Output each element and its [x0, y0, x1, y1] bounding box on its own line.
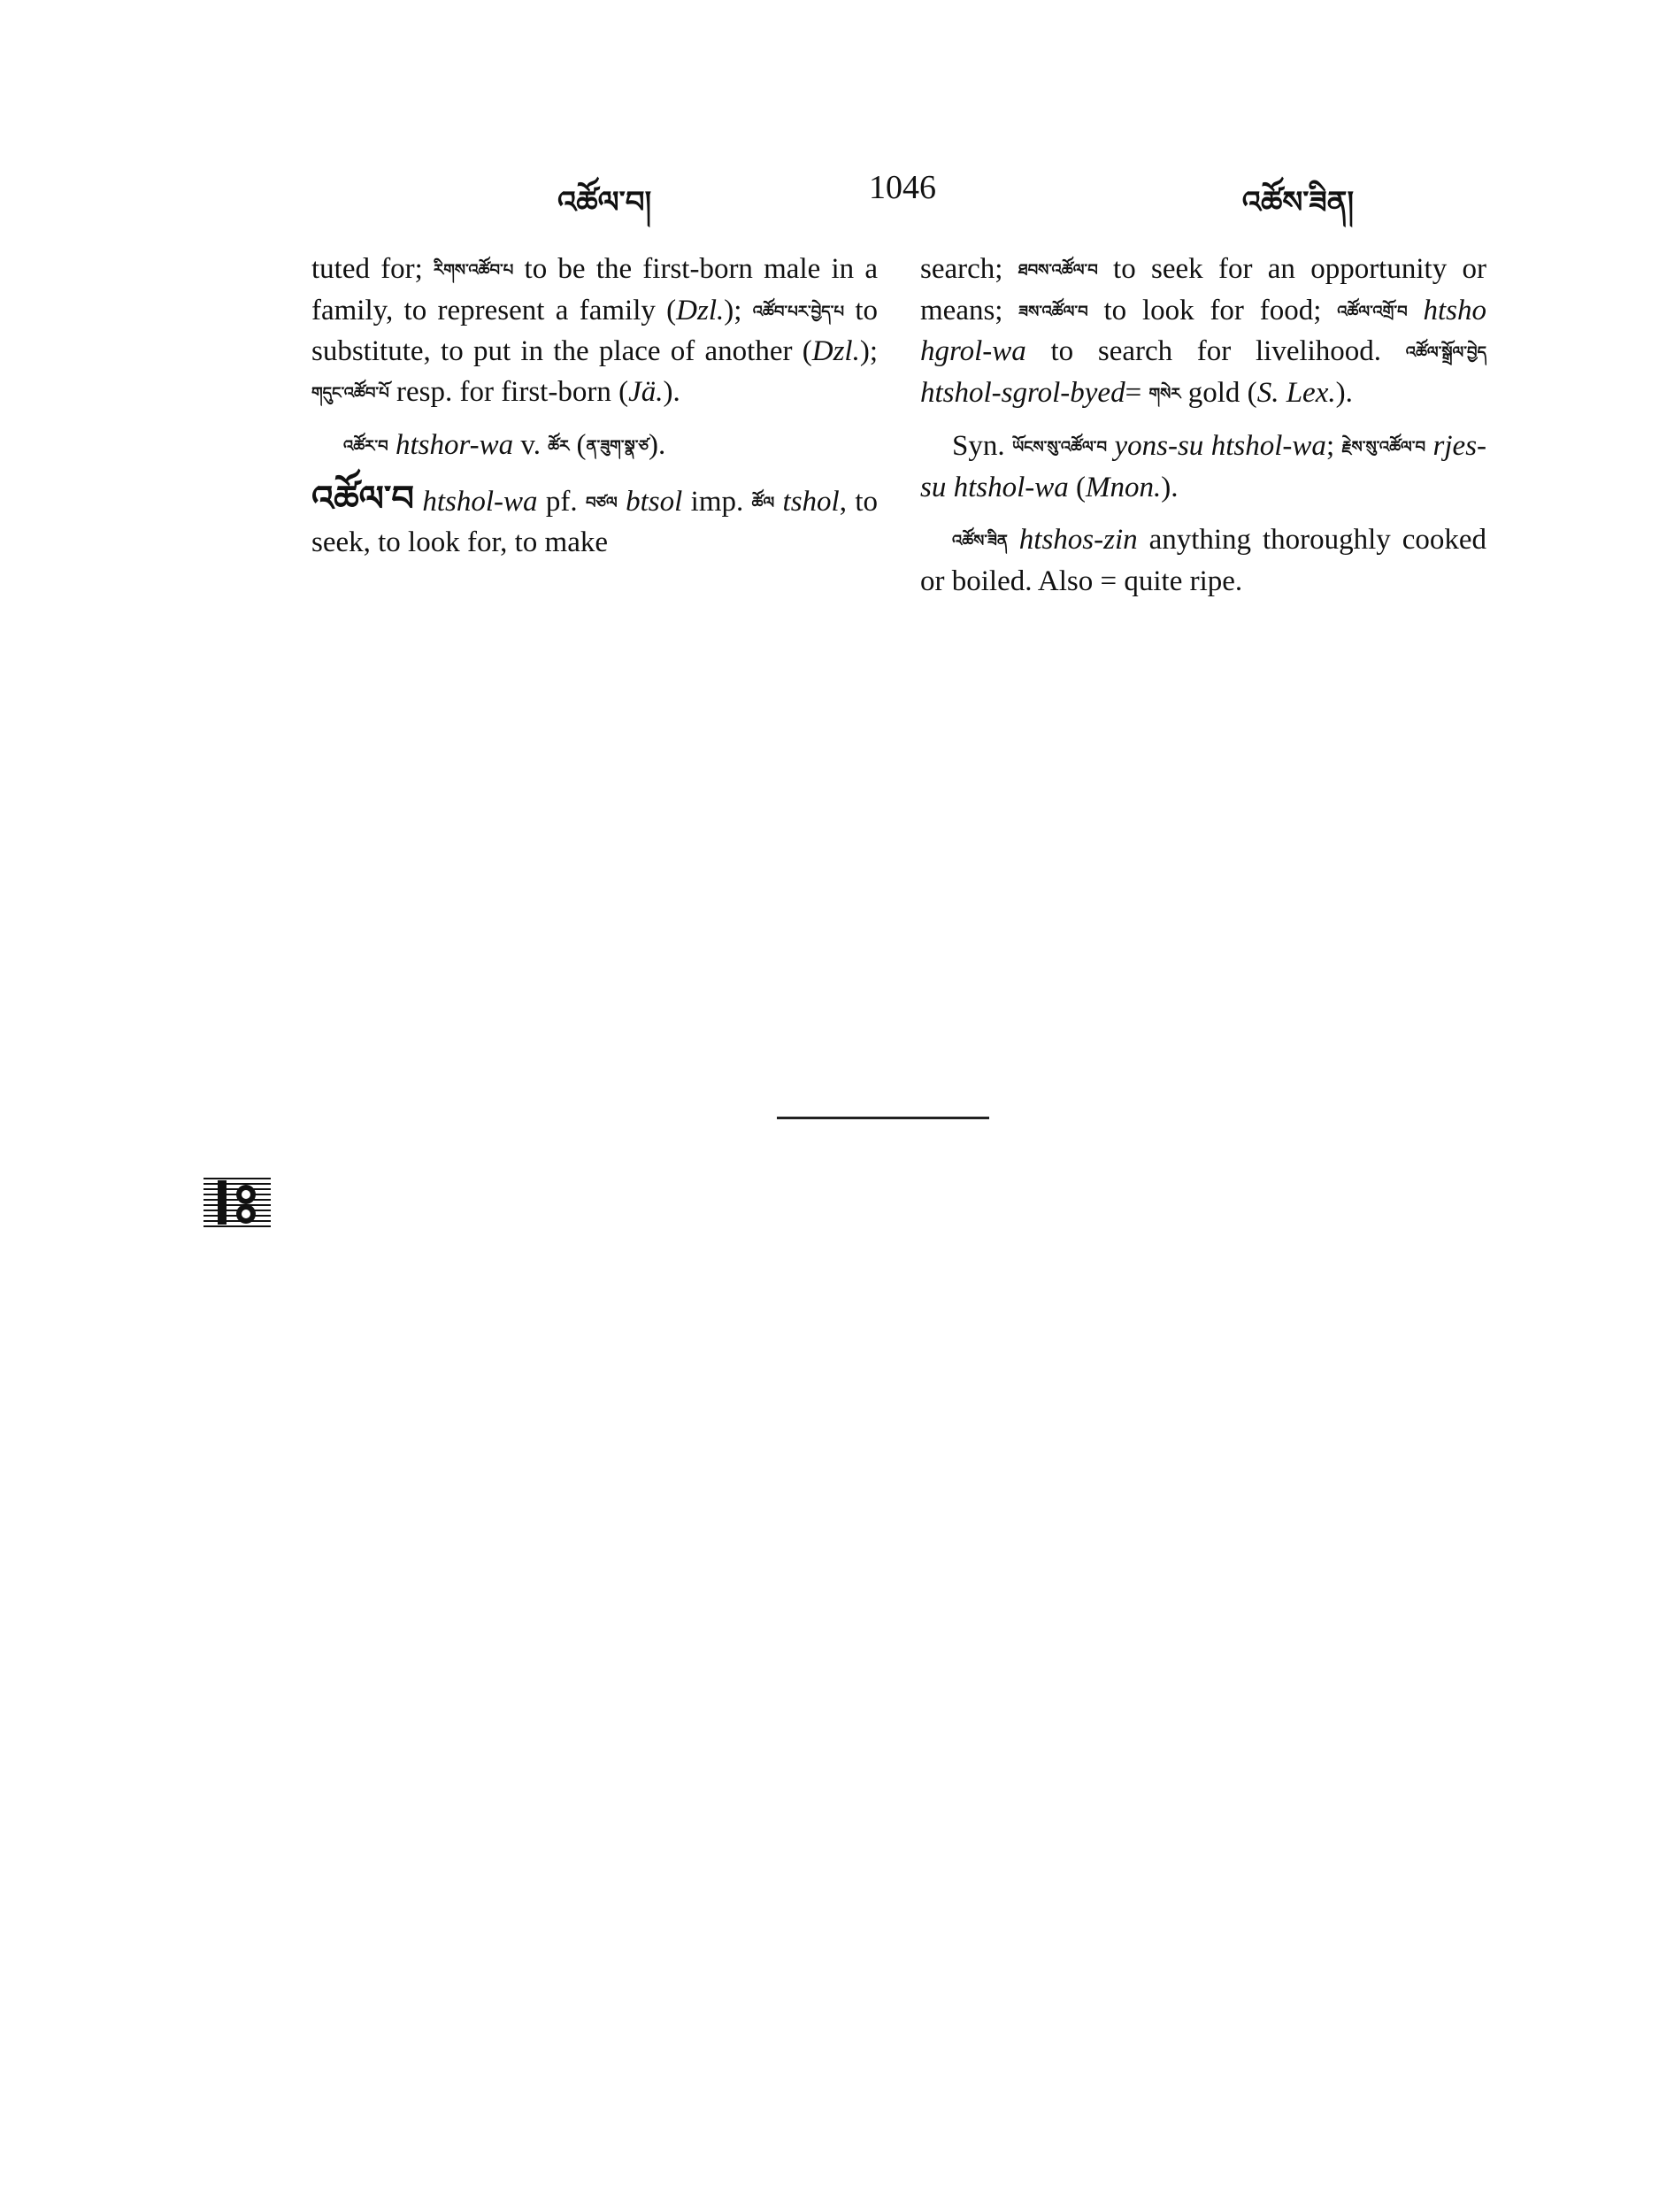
tibetan-term: བཙལ [586, 493, 618, 512]
tibetan-seal-mark-icon [202, 1175, 273, 1232]
tibetan-term: རྗེས་སུ་འཚོལ་བ [1341, 438, 1426, 457]
entry-text: pf. [537, 485, 587, 518]
tibetan-headword: འཚོར་བ [343, 437, 388, 456]
entry-htshor-wa [311, 426, 878, 467]
transliteration: rjes-su htshol-wa [920, 430, 1487, 503]
tibetan-term: ཚོར [548, 437, 570, 456]
tibetan-term: རིགས་འཚོབ་པ [434, 261, 514, 280]
synonyms [920, 426, 1486, 508]
entry-continuation [311, 250, 878, 413]
transliteration: htshol-wa [422, 485, 538, 518]
tibetan-term: ཚོལ [751, 493, 775, 512]
entry-htshol-wa [311, 480, 878, 564]
entry-text: to search for livelihood. [1025, 335, 1406, 367]
transliteration: htshol-sgrol-byed [920, 376, 1125, 409]
tibetan-headword-large: འཚོལ་བ [311, 478, 414, 519]
entry-htshos-zin [920, 520, 1486, 602]
entry-text: ; [1325, 430, 1342, 462]
entry-text: = [1125, 376, 1149, 409]
transliteration: btsol [626, 485, 683, 518]
tibetan-term: གསེར [1148, 384, 1181, 403]
entry-text: ). [1161, 471, 1179, 503]
source-abbreviation: S. Lex. [1256, 376, 1336, 409]
transliteration: htsho hgrol-wa [920, 294, 1486, 367]
entry-text: Syn. [952, 430, 1013, 462]
left-column [311, 250, 878, 576]
tibetan-term: གདུང་འཚོབ་པོ [311, 383, 389, 403]
header-left-word: འཚོལ་བ། [557, 185, 652, 220]
source-abbreviation: Jä. [628, 375, 664, 408]
tibetan-term: ཡོངས་སུ་འཚོལ་བ [1012, 438, 1107, 457]
right-column [920, 250, 1486, 614]
tibetan-term: ན་ཟུག་སྣ་ཙ [586, 437, 649, 456]
source-abbreviation: Mnon. [1086, 471, 1162, 503]
page-number: 1046 [869, 169, 936, 206]
entry-text: to substitute, to put in the place of another ( [311, 294, 878, 367]
page-header [310, 168, 1495, 221]
entry-text: , to seek, to look for, to make [311, 485, 879, 558]
entry-text: ( [1068, 471, 1087, 503]
entry-text: ); [724, 294, 753, 326]
tibetan-term: འཚོལ་འགྲོ་བ [1337, 302, 1408, 321]
entry-text: resp. for first-born ( [388, 375, 629, 408]
tibetan-term: འཚོལ་སྒྲོལ་བྱེད [1405, 343, 1486, 362]
entry-text: ); [859, 335, 878, 367]
entry-text: to seek for an opportunity or means; [920, 253, 1486, 326]
entry-text: ( [569, 429, 587, 461]
entry-text: tuted for; [311, 253, 434, 285]
entry-text: to look for food; [1087, 294, 1338, 326]
entry-text: anything thoroughly cooked or boiled. Also = quite ripe. [920, 524, 1487, 597]
transliteration: htshos-zin [1018, 524, 1138, 556]
entry-text: ). [1335, 376, 1353, 409]
entry-text: v. [513, 429, 549, 461]
entry-text: search; [920, 253, 1018, 285]
entry-text: ). [663, 375, 680, 408]
transliteration: tshol [782, 485, 840, 518]
header-right-word: འཚོས་ཟིན། [1241, 185, 1354, 220]
section-divider [777, 1117, 989, 1119]
tibetan-term: ཐབས་འཚོལ་བ [1018, 261, 1098, 280]
entry-text: gold ( [1180, 376, 1257, 409]
tibetan-headword: འཚོས་ཟིན [952, 532, 1008, 550]
transliteration: yons-su htshol-wa [1114, 430, 1326, 462]
transliteration: htshor-wa [395, 429, 514, 461]
entry-text: to be the first-born male in a family, to represent a family ( [311, 253, 878, 326]
tibetan-term: ཟས་འཚོལ་བ [1018, 302, 1088, 321]
entry-continuation [920, 250, 1486, 414]
source-abbreviation: Dzl. [811, 335, 860, 367]
entry-text: imp. [682, 485, 752, 518]
entry-text: ). [648, 429, 666, 461]
tibetan-term: འཚོབ་པར་བྱེད་པ [752, 302, 845, 321]
source-abbreviation: Dzl. [676, 294, 725, 326]
